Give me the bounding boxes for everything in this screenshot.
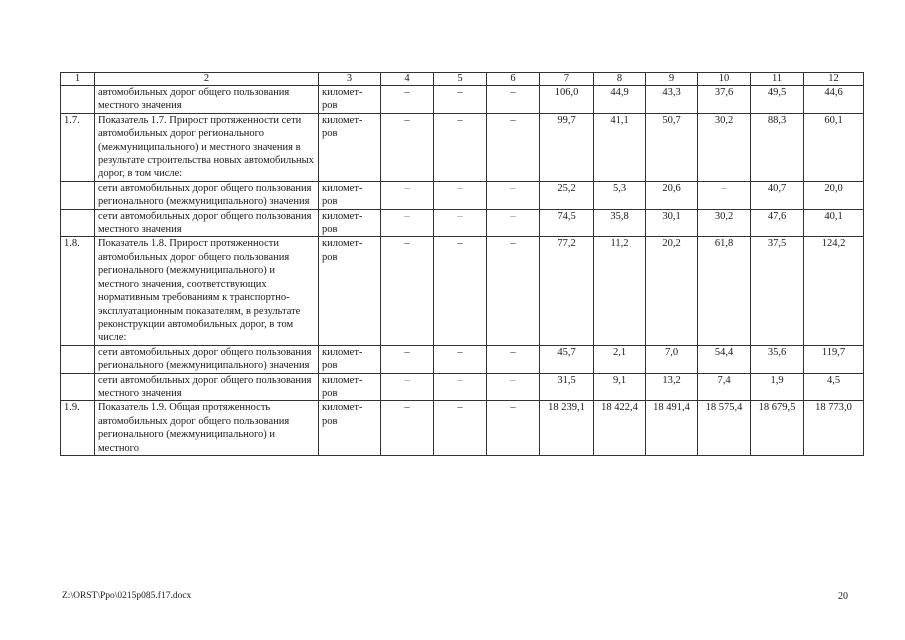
value-cell: 35,8 xyxy=(594,209,646,237)
table-row xyxy=(61,86,864,114)
column-header: 4 xyxy=(381,73,434,86)
value-cell: 77,2 xyxy=(540,237,594,345)
value-cell: 54,4 xyxy=(698,345,751,373)
value-cell: – xyxy=(487,237,540,345)
value-cell: 43,3 xyxy=(646,86,698,114)
row-number: 1.7. xyxy=(61,113,95,181)
value-cell: – xyxy=(487,113,540,181)
table-row xyxy=(61,345,864,373)
value-cell: 1,9 xyxy=(751,373,804,401)
value-cell: 49,5 xyxy=(751,86,804,114)
value-cell: 20,2 xyxy=(646,237,698,345)
value-cell: 30,2 xyxy=(698,209,751,237)
value-cell: 37,5 xyxy=(751,237,804,345)
value-cell: 74,5 xyxy=(540,209,594,237)
column-header: 11 xyxy=(751,73,804,86)
value-cell: 5,3 xyxy=(594,181,646,209)
value-cell: 106,0 xyxy=(540,86,594,114)
value-cell: 60,1 xyxy=(804,113,864,181)
column-header: 10 xyxy=(698,73,751,86)
table-row xyxy=(61,209,864,237)
value-cell: 47,6 xyxy=(751,209,804,237)
value-cell: – xyxy=(434,86,487,114)
value-cell: – xyxy=(381,401,434,456)
value-cell: 45,7 xyxy=(540,345,594,373)
column-header: 6 xyxy=(487,73,540,86)
value-cell: – xyxy=(487,373,540,401)
indicator-name: Показатель 1.9. Общая протяженность автомобильных дорог общего пользования регионального (межмуниципального) и местного xyxy=(95,401,319,456)
value-cell: 7,0 xyxy=(646,345,698,373)
value-cell: 18 491,4 xyxy=(646,401,698,456)
value-cell: 41,1 xyxy=(594,113,646,181)
indicator-name: сети автомобильных дорог общего пользования регионального (межмуниципального) значения xyxy=(95,345,319,373)
column-header: 7 xyxy=(540,73,594,86)
table-row xyxy=(61,113,864,181)
row-number: 1.9. xyxy=(61,401,95,456)
value-cell: 44,6 xyxy=(804,86,864,114)
table-row xyxy=(61,237,864,345)
value-cell: 20,6 xyxy=(646,181,698,209)
indicator-name: Показатель 1.8. Прирост протяженности автомобильных дорог общего пользования регионального (межмуниципального) и местного значения, соответствующих нормативным требованиям к транспортно-эксплуатационным показателям, в результате реконструкции автомобильных дорог, в том числе: xyxy=(95,237,319,345)
column-header: 1 xyxy=(61,73,95,86)
value-cell: 2,1 xyxy=(594,345,646,373)
value-cell: – xyxy=(434,401,487,456)
value-cell: – xyxy=(381,345,434,373)
value-cell: 30,2 xyxy=(698,113,751,181)
table-row xyxy=(61,401,864,456)
column-header: 8 xyxy=(594,73,646,86)
value-cell: 35,6 xyxy=(751,345,804,373)
unit-cell: километ-ров xyxy=(319,181,381,209)
value-cell: 18 239,1 xyxy=(540,401,594,456)
value-cell: – xyxy=(487,345,540,373)
value-cell: 20,0 xyxy=(804,181,864,209)
indicator-name: автомобильных дорог общего пользования местного значения xyxy=(95,86,319,114)
unit-cell: километ-ров xyxy=(319,345,381,373)
value-cell: – xyxy=(487,86,540,114)
value-cell: 50,7 xyxy=(646,113,698,181)
value-cell: – xyxy=(434,373,487,401)
indicator-name: сети автомобильных дорог общего пользования местного значения xyxy=(95,373,319,401)
value-cell: 7,4 xyxy=(698,373,751,401)
value-cell: – xyxy=(381,113,434,181)
table-row xyxy=(61,373,864,401)
value-cell: – xyxy=(381,373,434,401)
row-number xyxy=(61,209,95,237)
unit-cell: километ-ров xyxy=(319,373,381,401)
file-path: Z:\ORST\Ppo\0215p085.f17.docx xyxy=(62,591,192,601)
value-cell: 124,2 xyxy=(804,237,864,345)
value-cell: – xyxy=(381,209,434,237)
page-number: 20 xyxy=(838,591,848,602)
indicators-table xyxy=(60,72,864,456)
value-cell: – xyxy=(434,113,487,181)
column-header: 3 xyxy=(319,73,381,86)
column-header: 2 xyxy=(95,73,319,86)
value-cell: 18 422,4 xyxy=(594,401,646,456)
value-cell: – xyxy=(381,86,434,114)
value-cell: 44,9 xyxy=(594,86,646,114)
value-cell: 11,2 xyxy=(594,237,646,345)
value-cell: 40,7 xyxy=(751,181,804,209)
value-cell: – xyxy=(487,209,540,237)
value-cell: 37,6 xyxy=(698,86,751,114)
value-cell: 61,8 xyxy=(698,237,751,345)
row-number: 1.8. xyxy=(61,237,95,345)
row-number xyxy=(61,86,95,114)
unit-cell: километ-ров xyxy=(319,401,381,456)
value-cell: – xyxy=(434,181,487,209)
value-cell: 40,1 xyxy=(804,209,864,237)
column-header: 5 xyxy=(434,73,487,86)
row-number xyxy=(61,345,95,373)
value-cell: 13,2 xyxy=(646,373,698,401)
row-number xyxy=(61,373,95,401)
column-header: 9 xyxy=(646,73,698,86)
indicator-name: Показатель 1.7. Прирост протяженности сети автомобильных дорог регионального (межмуниципального) и местного значения в результате строительства новых автомобильных дорог, в том числе: xyxy=(95,113,319,181)
row-number xyxy=(61,181,95,209)
unit-cell: километ-ров xyxy=(319,86,381,114)
value-cell: – xyxy=(381,181,434,209)
value-cell: 18 773,0 xyxy=(804,401,864,456)
indicator-name: сети автомобильных дорог общего пользования местного значения xyxy=(95,209,319,237)
unit-cell: километ-ров xyxy=(319,209,381,237)
table-row xyxy=(61,181,864,209)
indicator-name: сети автомобильных дорог общего пользования регионального (межмуниципального) значения xyxy=(95,181,319,209)
value-cell: 99,7 xyxy=(540,113,594,181)
value-cell: – xyxy=(434,237,487,345)
value-cell: – xyxy=(487,181,540,209)
value-cell: 119,7 xyxy=(804,345,864,373)
value-cell: 4,5 xyxy=(804,373,864,401)
column-header: 12 xyxy=(804,73,864,86)
value-cell: 25,2 xyxy=(540,181,594,209)
unit-cell: километ-ров xyxy=(319,237,381,345)
value-cell: – xyxy=(487,401,540,456)
value-cell: – xyxy=(698,181,751,209)
value-cell: 88,3 xyxy=(751,113,804,181)
value-cell: 18 575,4 xyxy=(698,401,751,456)
value-cell: – xyxy=(434,345,487,373)
value-cell: 31,5 xyxy=(540,373,594,401)
table-header-row xyxy=(61,73,864,86)
value-cell: 9,1 xyxy=(594,373,646,401)
value-cell: 18 679,5 xyxy=(751,401,804,456)
value-cell: – xyxy=(381,237,434,345)
unit-cell: километ-ров xyxy=(319,113,381,181)
value-cell: – xyxy=(434,209,487,237)
value-cell: 30,1 xyxy=(646,209,698,237)
